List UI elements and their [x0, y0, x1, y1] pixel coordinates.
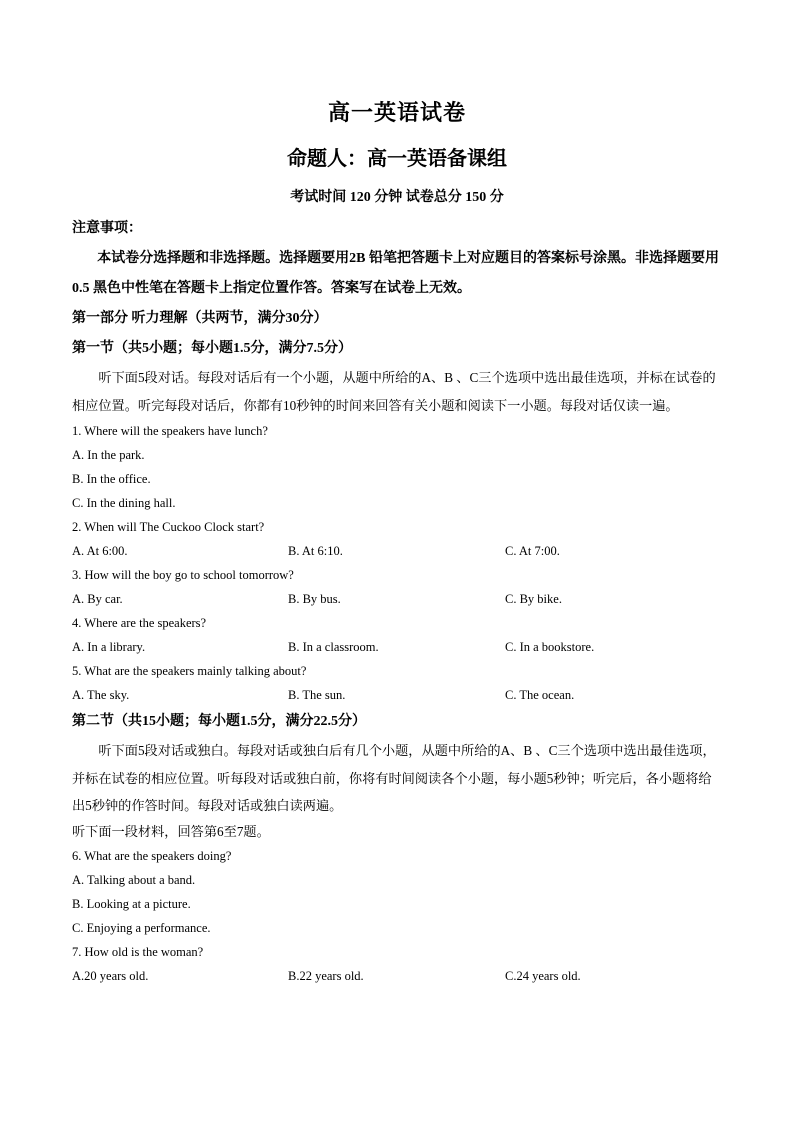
- q5-option-b: B. The sun.: [288, 688, 346, 702]
- question-4: 4. Where are the speakers?: [72, 616, 207, 630]
- q2-options: [72, 539, 722, 563]
- q2-option-a: A. At 6:00.: [72, 544, 128, 558]
- q4-option-b: B. In a classroom.: [288, 640, 379, 654]
- q5-options: [72, 683, 722, 707]
- q3-option-c: C. By bike.: [505, 592, 562, 606]
- notice-text: 本试卷分选择题和非选择题。选择题要用2B 铅笔把答题卡上对应题目的答案标号涂黑。非选择题要用0.5 黑色中性笔在答题卡上指定位置作答。答案写在试卷上无效。: [72, 251, 720, 296]
- exam-info: 考试时间 120 分钟 试卷总分 150 分: [290, 190, 504, 205]
- q1-option-c: C. In the dining hall.: [72, 496, 176, 510]
- q1-option-b: B. In the office.: [72, 472, 151, 486]
- q5-option-a: A. The sky.: [72, 688, 130, 702]
- q7-option-a: A.20 years old.: [72, 968, 149, 983]
- question-2: 2. When will The Cuckoo Clock start?: [72, 520, 265, 534]
- section2-heading: 第二节（共15小题；每小题1.5分，满分22.5分）: [72, 714, 366, 729]
- q2-option-b: B. At 6:10.: [288, 544, 343, 558]
- question-7: 7. How old is the woman?: [72, 944, 204, 959]
- question-6: 6. What are the speakers doing?: [72, 848, 232, 863]
- page-title: 高一英语试卷: [327, 100, 466, 125]
- author-line: 命题人：高一英语备课组: [287, 148, 507, 170]
- material-intro: 听下面一段材料，回答第6至7题。: [72, 823, 270, 839]
- q6-option-a: A. Talking about a band.: [72, 872, 196, 887]
- question-5: 5. What are the speakers mainly talking about?: [72, 664, 307, 678]
- q4-options: [72, 635, 722, 659]
- notice-heading: 注意事项：: [72, 221, 142, 236]
- section1-heading: 第一节（共5小题；每小题1.5分，满分7.5分）: [72, 341, 352, 356]
- q3-option-a: A. By car.: [72, 592, 123, 606]
- q3-option-b: B. By bus.: [288, 592, 341, 606]
- q3-options: [72, 587, 722, 611]
- q7-options: [72, 964, 722, 988]
- section1-instructions: 听下面5段对话。每段对话后有一个小题，从题中所给的A、B 、C三个选项中选出最佳选项，并标在试卷的相应位置。听完每段对话后，你都有10秒钟的时间来回答有关小题和阅读下一小题。每段对话仅读一遍。: [72, 370, 716, 413]
- q4-option-a: A. In a library.: [72, 640, 146, 654]
- exam-content: [72, 214, 722, 988]
- question-1: 1. Where will the speakers have lunch?: [72, 424, 268, 438]
- part1-heading: 第一部分 听力理解（共两节，满分30分）: [72, 311, 328, 326]
- q4-option-c: C. In a bookstore.: [505, 640, 595, 654]
- question-3: 3. How will the boy go to school tomorrow?: [72, 568, 294, 582]
- q6-option-b: B. Looking at a picture.: [72, 896, 191, 911]
- q2-option-c: C. At 7:00.: [505, 544, 560, 558]
- q5-option-c: C. The ocean.: [505, 688, 575, 702]
- q7-option-b: B.22 years old.: [288, 968, 364, 983]
- q7-option-c: C.24 years old.: [505, 968, 581, 983]
- q6-option-c: C. Enjoying a performance.: [72, 920, 211, 935]
- section2-instructions: 听下面5段对话或独白。每段对话或独白后有几个小题，从题中所给的A、B 、C三个选项中选出最佳选项，并标在试卷的相应位置。听每段对话或独白前，你将有时间阅读各个小题，每小题5秒钟；听完后，各小题将给出5秒钟的作答时间。每段对话或独白读两遍。: [72, 743, 716, 813]
- q1-option-a: A. In the park.: [72, 448, 145, 462]
